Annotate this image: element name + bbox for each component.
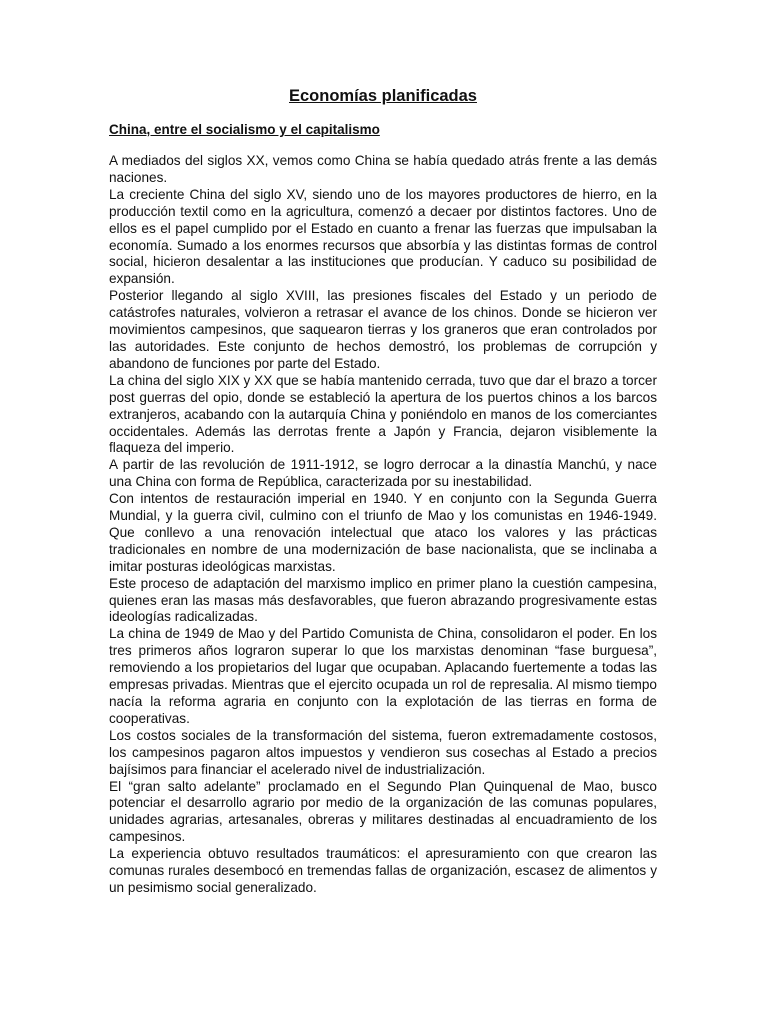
document-page xyxy=(109,86,657,897)
paragraph: A mediados del siglos XX, vemos como China se había quedado atrás frente a las demás naciones. xyxy=(109,153,657,185)
paragraph: La china del siglo XIX y XX que se había mantenido cerrada, tuvo que dar el brazo a torcer post guerras del opio, donde se estableció la apertura de los puertos chinos a los barcos extranjeros, acabando con la autarquía China y poniéndolo en manos de los comerciantes occidentales. Además las derrotas frente a Japón y Francia, dejaron visiblemente la flaqueza del imperio. xyxy=(109,372,657,456)
paragraph: Con intentos de restauración imperial en 1940. Y en conjunto con la Segunda Guerra Mundial, y la guerra civil, culmino con el triunfo de Mao y los comunistas en 1946-1949. Que conllevo a una renovación intelectual que ataco los valores y las prácticas tradicionales en nombre de una modernización de base nacionalista, que se inclinaba a imitar posturas ideológicas marxistas. xyxy=(109,491,657,574)
paragraph: La china de 1949 de Mao y del Partido Comunista de China, consolidaron el poder. En los tres primeros años lograron superar lo que los marxistas denominan “fase burguesa”, removiendo a los propietarios del lugar que ocupaban. Aplacando fuertemente a todas las empresas privadas. Mientras que el ejercito ocupada un rol de represalia. Al mismo tiempo nacía la reforma agraria en conjunto con la explotación de las tierras en forma de cooperativas. xyxy=(109,626,657,726)
paragraph: A partir de las revolución de 1911-1912, se logro derrocar a la dinastía Manchú, y nace una China con forma de República, caracterizada por su inestabilidad. xyxy=(109,457,657,490)
paragraph: La experiencia obtuvo resultados traumáticos: el apresuramiento con que crearon las comunas rurales desembocó en tremendas fallas de organización, escasez de alimentos y un pesimismo social generalizado. xyxy=(109,846,657,895)
paragraph: Los costos sociales de la transformación del sistema, fueron extremadamente costosos, los campesinos pagaron altos impuestos y vendieron sus cosechas al Estado a precios bajísimos para financiar el acelerado nivel de industrialización. xyxy=(109,727,657,777)
paragraph: Este proceso de adaptación del marxismo implico en primer plano la cuestión campesina, quienes eran las masas más desfavorables, que fueron abrazando progresivamente estas ideologías radicalizadas. xyxy=(109,575,657,625)
document-title: Economías planificadas xyxy=(289,87,477,105)
document-body xyxy=(109,153,657,897)
paragraph: El “gran salto adelante” proclamado en el Segundo Plan Quinquenal de Mao, busco potenciar el desarrollo agrario por medio de la organización de las comunas populares, unidades agrarias, artesanales, obreras y militares destinadas al encuadramiento de los campesinos. xyxy=(109,778,657,845)
paragraph: La creciente China del siglo XV, siendo uno de los mayores productores de hierro, en la producción textil como en la agricultura, comenzó a decaer por distintos factores. Uno de ellos es el papel cumplido por el Estado en cuanto a frenar las fuerzas que impulsaban la economía. Sumado a los enormes recursos que absorbía y las distintas formas de control social, hicieron desalentar a las instituciones que producían. Y caduco su posibilidad de expansión. xyxy=(109,186,657,287)
paragraph: Posterior llegando al siglo XVIII, las presiones fiscales del Estado y un periodo de catástrofes naturales, volvieron a retrasar el avance de los chinos. Donde se hicieron ver movimientos campesinos, que saquearon tierras y los graneros que eran controlados por las autoridades. Este conjunto de hechos demostró, los problemas de corrupción y abandono de funciones por parte del Estado. xyxy=(109,288,657,371)
document-subtitle: China, entre el socialismo y el capitalismo xyxy=(109,122,380,137)
